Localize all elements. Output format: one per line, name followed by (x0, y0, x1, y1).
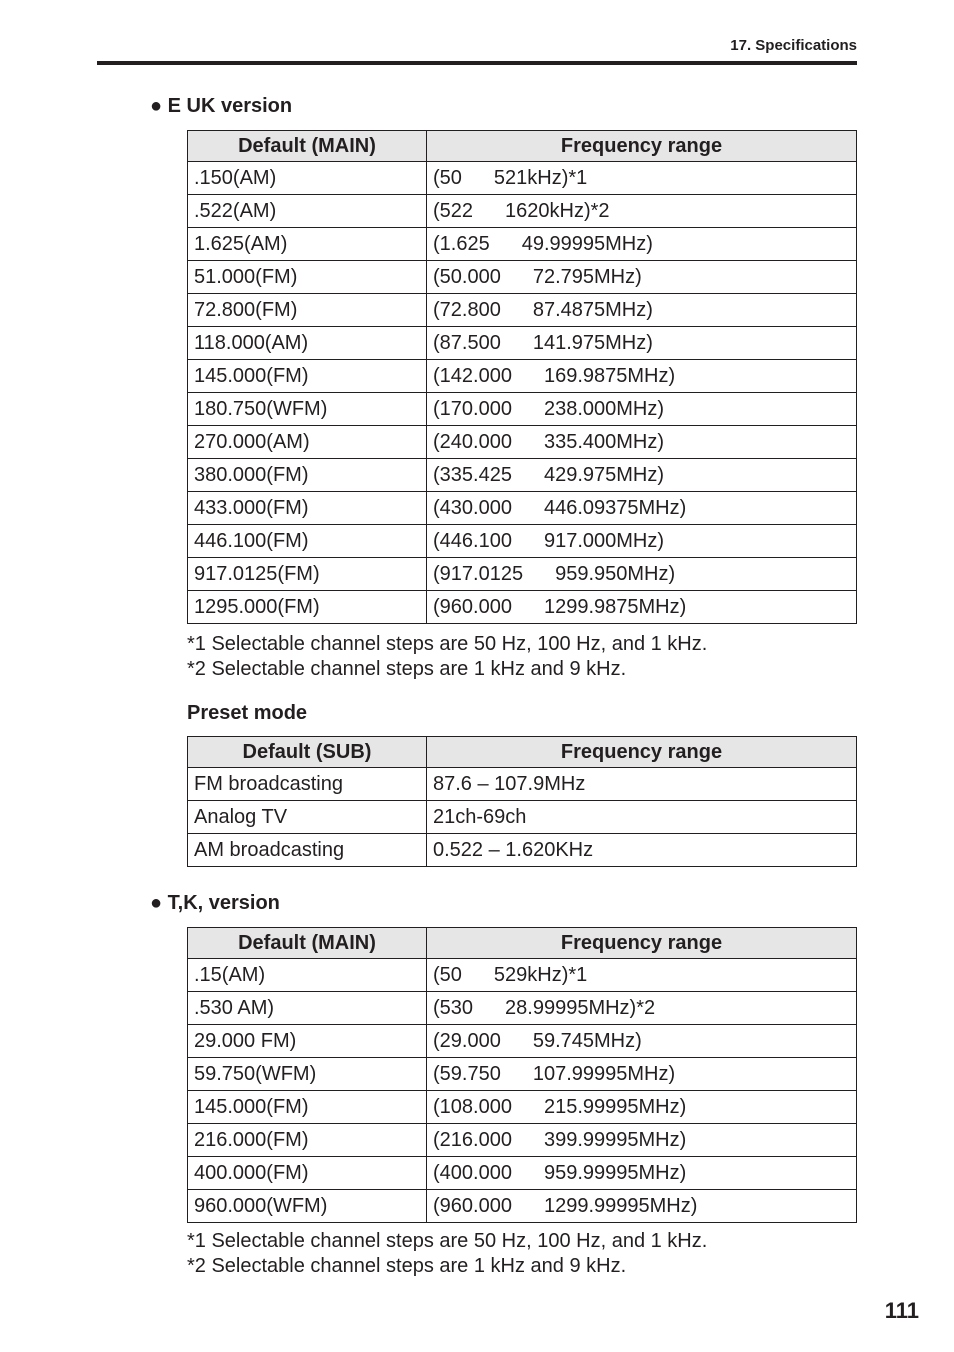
table-row (188, 327, 857, 360)
default-cell: 1.625(AM) (188, 228, 427, 261)
default-cell: 118.000(AM) (188, 327, 427, 360)
range-end: 107.99995MHz) (532, 1063, 676, 1085)
range-end: 521kHz)*1 (493, 167, 588, 189)
frequency-range-cell (427, 525, 857, 558)
frequency-range-cell (427, 1124, 857, 1157)
frequency-range-cell (427, 393, 857, 426)
range-start: (50 (433, 964, 462, 986)
default-cell: 29.000 FM) (188, 1025, 427, 1058)
frequency-range-cell (427, 294, 857, 327)
preset-frequency-table (187, 736, 857, 867)
frequency-range-cell: 87.6 – 107.9MHz (427, 768, 857, 801)
table-row (188, 492, 857, 525)
frequency-range-cell (427, 1091, 857, 1124)
table-row (188, 558, 857, 591)
tk-section-title: ● T,K, version (150, 892, 280, 914)
default-cell: 270.000(AM) (188, 426, 427, 459)
table-row (188, 228, 857, 261)
table-row (188, 1124, 857, 1157)
range-end: 49.99995MHz) (521, 233, 653, 255)
frequency-range-cell (427, 195, 857, 228)
table-row (188, 459, 857, 492)
frequency-range-cell: 0.522 – 1.620KHz (427, 834, 857, 867)
frequency-range-cell (427, 327, 857, 360)
range-end: 72.795MHz) (532, 266, 642, 288)
range-end: 446.09375MHz) (543, 497, 687, 519)
range-start: (170.000 (433, 398, 512, 420)
frequency-range-cell (427, 162, 857, 195)
range-end: 399.99995MHz) (543, 1129, 687, 1151)
euk-table-body (188, 162, 857, 624)
table-row (188, 195, 857, 228)
default-cell: 960.000(WFM) (188, 1190, 427, 1223)
range-end: 529kHz)*1 (493, 964, 588, 986)
range-end: 87.4875MHz) (532, 299, 653, 321)
default-cell: 72.800(FM) (188, 294, 427, 327)
preset-table-body (188, 768, 857, 867)
tk-frequency-table (187, 927, 857, 1223)
range-start: (108.000 (433, 1096, 512, 1118)
frequency-range-cell (427, 1190, 857, 1223)
column-header-frequency-range: Frequency range (427, 737, 857, 768)
table-row (188, 360, 857, 393)
default-cell: .150(AM) (188, 162, 427, 195)
frequency-range-cell (427, 426, 857, 459)
table-row (188, 525, 857, 558)
default-cell: 433.000(FM) (188, 492, 427, 525)
range-end: 335.400MHz) (543, 431, 665, 453)
frequency-range-cell (427, 558, 857, 591)
euk-frequency-table (187, 130, 857, 624)
range-end: 238.000MHz) (543, 398, 665, 420)
table-row (188, 959, 857, 992)
frequency-range-cell: 21ch-69ch (427, 801, 857, 834)
tk-table-body (188, 959, 857, 1223)
table-row (188, 294, 857, 327)
frequency-range-cell (427, 1157, 857, 1190)
table-row (188, 1091, 857, 1124)
frequency-range-cell (427, 261, 857, 294)
range-start: (216.000 (433, 1129, 512, 1151)
table-header-row (188, 737, 857, 768)
default-cell: 400.000(FM) (188, 1157, 427, 1190)
running-header: 17. Specifications (730, 37, 857, 54)
euk-note-1: *1 Selectable channel steps are 50 Hz, 100 Hz, and 1 kHz. (187, 633, 708, 655)
column-header-default: Default (MAIN) (188, 131, 427, 162)
range-start: (960.000 (433, 596, 512, 618)
default-cell: 145.000(FM) (188, 360, 427, 393)
range-start: (400.000 (433, 1162, 512, 1184)
range-end: 1620kHz)*2 (505, 200, 610, 222)
range-start: (50.000 (433, 266, 501, 288)
column-header-frequency-range: Frequency range (427, 928, 857, 959)
range-end: 959.99995MHz) (543, 1162, 687, 1184)
tk-note-2: *2 Selectable channel steps are 1 kHz and 9 kHz. (187, 1255, 627, 1277)
range-end: 1299.99995MHz) (543, 1195, 698, 1217)
range-start: (142.000 (433, 365, 512, 387)
range-end: 1299.9875MHz) (543, 596, 687, 618)
default-cell: AM broadcasting (188, 834, 427, 867)
default-cell: .530 AM) (188, 992, 427, 1025)
table-row (188, 1190, 857, 1223)
preset-mode-title: Preset mode (187, 702, 308, 724)
default-cell: 180.750(WFM) (188, 393, 427, 426)
table-row (188, 426, 857, 459)
table-row (188, 591, 857, 624)
range-start: (240.000 (433, 431, 512, 453)
column-header-frequency-range: Frequency range (427, 131, 857, 162)
default-cell: 216.000(FM) (188, 1124, 427, 1157)
table-header-row (188, 131, 857, 162)
table-row (188, 992, 857, 1025)
frequency-range-cell (427, 992, 857, 1025)
table-row (188, 768, 857, 801)
tk-note-1: *1 Selectable channel steps are 50 Hz, 100 Hz, and 1 kHz. (187, 1230, 708, 1252)
range-start: (430.000 (433, 497, 512, 519)
frequency-range-cell (427, 1058, 857, 1091)
default-cell: 145.000(FM) (188, 1091, 427, 1124)
header-rule (97, 61, 857, 65)
column-header-default: Default (SUB) (188, 737, 427, 768)
column-header-default: Default (MAIN) (188, 928, 427, 959)
range-start: (917.0125 (433, 563, 524, 585)
range-start: (530 (433, 997, 474, 1019)
table-row (188, 393, 857, 426)
range-start: (59.750 (433, 1063, 501, 1085)
range-end: 959.950MHz) (555, 563, 676, 585)
range-start: (72.800 (433, 299, 501, 321)
table-row (188, 801, 857, 834)
default-cell: 1295.000(FM) (188, 591, 427, 624)
frequency-range-cell (427, 1025, 857, 1058)
range-start: (446.100 (433, 530, 512, 552)
frequency-range-cell (427, 492, 857, 525)
range-start: (29.000 (433, 1030, 501, 1052)
range-end: 28.99995MHz)*2 (505, 997, 656, 1019)
range-start: (335.425 (433, 464, 512, 486)
range-end: 429.975MHz) (543, 464, 665, 486)
table-row (188, 834, 857, 867)
frequency-range-cell (427, 228, 857, 261)
range-end: 59.745MHz) (532, 1030, 642, 1052)
default-cell: 59.750(WFM) (188, 1058, 427, 1091)
range-start: (50 (433, 167, 462, 189)
frequency-range-cell (427, 459, 857, 492)
default-cell: Analog TV (188, 801, 427, 834)
range-start: (960.000 (433, 1195, 512, 1217)
range-start: (87.500 (433, 332, 501, 354)
range-end: 215.99995MHz) (543, 1096, 687, 1118)
euk-section-title: ● E UK version (150, 95, 293, 117)
range-end: 141.975MHz) (532, 332, 653, 354)
frequency-range-cell (427, 591, 857, 624)
table-row (188, 162, 857, 195)
default-cell: .15(AM) (188, 959, 427, 992)
default-cell: 51.000(FM) (188, 261, 427, 294)
frequency-range-cell (427, 959, 857, 992)
default-cell: .522(AM) (188, 195, 427, 228)
table-row (188, 1058, 857, 1091)
table-header-row (188, 928, 857, 959)
table-row (188, 1157, 857, 1190)
default-cell: 917.0125(FM) (188, 558, 427, 591)
range-end: 917.000MHz) (543, 530, 665, 552)
euk-note-2: *2 Selectable channel steps are 1 kHz and 9 kHz. (187, 658, 627, 680)
range-start: (522 (433, 200, 474, 222)
default-cell: FM broadcasting (188, 768, 427, 801)
range-end: 169.9875MHz) (543, 365, 676, 387)
default-cell: 446.100(FM) (188, 525, 427, 558)
table-row (188, 1025, 857, 1058)
default-cell: 380.000(FM) (188, 459, 427, 492)
range-start: (1.625 (433, 233, 490, 255)
frequency-range-cell (427, 360, 857, 393)
page-number: 111 (884, 1298, 919, 1323)
table-row (188, 261, 857, 294)
